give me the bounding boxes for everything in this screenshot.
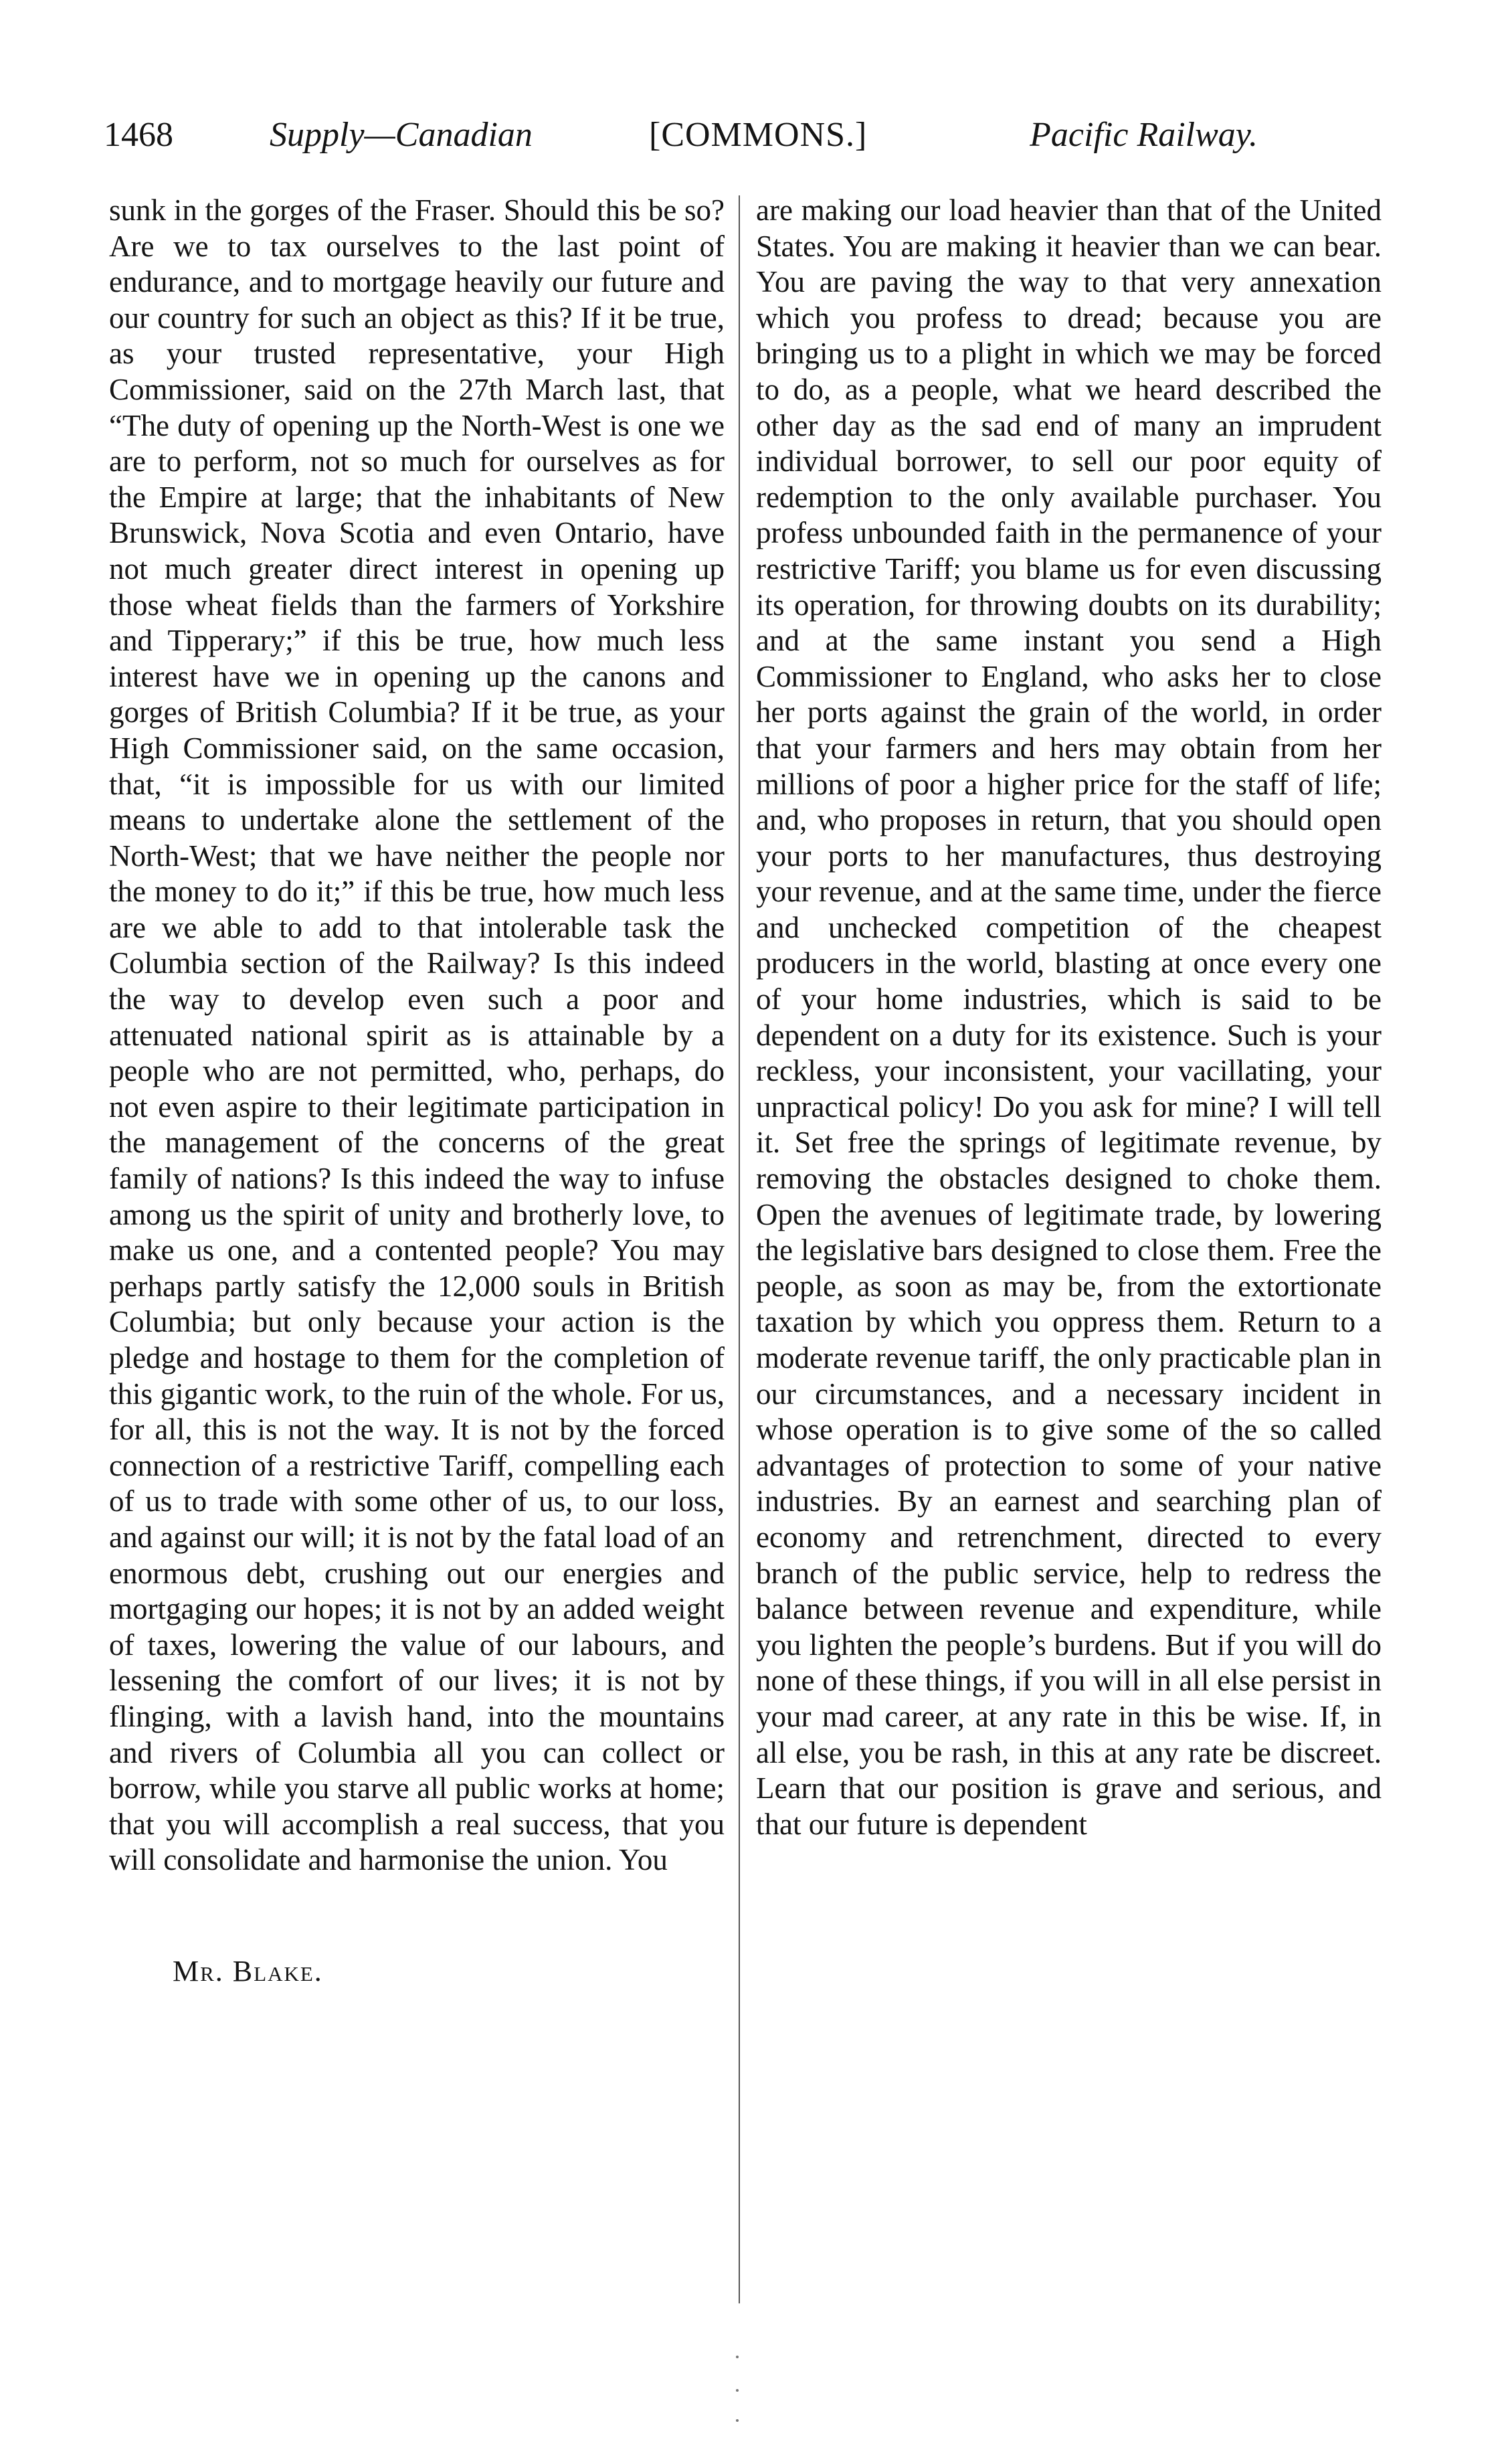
running-title-center: [COMMONS.] bbox=[649, 116, 868, 154]
specks bbox=[736, 2389, 739, 2392]
right-column-text: are making our load heavier than that of the United States. You are making it heavier than we can bear. You are paving the way to that very annexation which you profess to dread; because you are bringing us to a plight in which we may be forced to do, as a people, what we heard described the other day as the sad end of many an imprudent individual borrower, to sell our poor equity of redemption to the only available purchaser. You profess unbounded faith in the permanence of your restrictive Tariff; you blame us for even discussing its operation, for throwing doubts on its durability; and at the same instant you send a High Commissioner to England, who asks her to close her ports against the grain of the world, in order that your farmers and hers may obtain from her millions of poor a higher price for the staff of life; and, who proposes in return, that you should open your ports to her manufactures, thus destroying your revenue, and at the same time, under the fierce and unchecked competition of the cheapest producers in the world, blasting at once every one of your home industries, which is said to be dependent on a duty for its existence. Such is your reckless, your inconsistent, your vacillating, your unpractical policy! Do you ask for mine? I will tell it. Set free the springs of legitimate revenue, by removing the obstacles designed to choke them. Open the avenues of legitimate trade, by lowering the legislative bars designed to close them. Free the people, as soon as may be, from the extortionate taxation by which you oppress them. Return to a moderate revenue tariff, the only practicable plan in our circumstances, and a necessary incident in whose operation is to give some of the so called advantages of protection to some of your native industries. By an earnest and searching plan of economy and retrenchment, directed to every branch of the public service, help to redress the balance between revenue and expenditure, while you lighten the people’s burdens. But if you will do none of these things, if you will in all else persist in your mad career, at any rate in this be wise. If, in all else, you be rash, in this at any rate be discreet. Learn that our position is grave and serious, and that our future is dependent bbox=[756, 193, 1382, 1841]
speaker-name: Mr. Blake. bbox=[173, 1955, 323, 1988]
specks bbox=[736, 2356, 739, 2358]
running-title-left: Supply—Canadian bbox=[270, 116, 533, 154]
page-number: 1468 bbox=[104, 116, 173, 154]
page-header bbox=[104, 115, 1258, 169]
specks bbox=[736, 2419, 739, 2422]
running-title-right: Pacific Railway. bbox=[1030, 116, 1258, 154]
column-divider bbox=[739, 195, 740, 2303]
left-column-text: sunk in the gorges of the Fraser. Should this be so? Are we to tax ourselves to the last point of endurance, and to mortgage heavily our future and our country for such an object as this? If it be true, as your trusted representative, your High Commissioner, said on the 27th March last, that “The duty of opening up the North-West is one we are to perform, not so much for ourselves as for the Empire at large; that the inhabitants of New Brunswick, Nova Scotia and even Ontario, have not much greater direct interest in opening up those wheat fields than the farmers of Yorkshire and Tipperary;” if this be true, how much less interest have we in opening up the canons and gorges of British Columbia? If it be true, as your High Commissioner said, on the same occasion, that, “it is impossible for us with our limited means to undertake alone the settlement of the North-West; that we have neither the people nor the money to do it;” if this be true, how much less are we able to add to that intolerable task the Columbia section of the Railway? Is this indeed the way to develop even such a poor and attenuated national spirit as is attainable by a people who are not permitted, who, perhaps, do not even aspire to their legitimate participation in the management of the concerns of the great family of nations? Is this indeed the way to infuse among us the spirit of unity and brotherly love, to make us one, and a contented people? You may perhaps partly satisfy the 12,000 souls in British Columbia; but only because your action is the pledge and hostage to them for the completion of this gigantic work, to the ruin of the whole. For us, for all, this is not the way. It is not by the forced connection of a restrictive Tariff, compelling each of us to trade with some other of us, to our loss, and against our will; it is not by the fatal load of an enormous debt, crushing out our energies and mortgaging our hopes; it is not by an added weight of taxes, lowering the value of our labours, and lessening the comfort of our lives; it is not by flinging, with a lavish hand, into the mountains and rivers of Columbia all you can collect or borrow, while you starve all public works at home; that you will accomplish a real success, that you will consolidate and harmonise the union. You bbox=[109, 193, 725, 1877]
